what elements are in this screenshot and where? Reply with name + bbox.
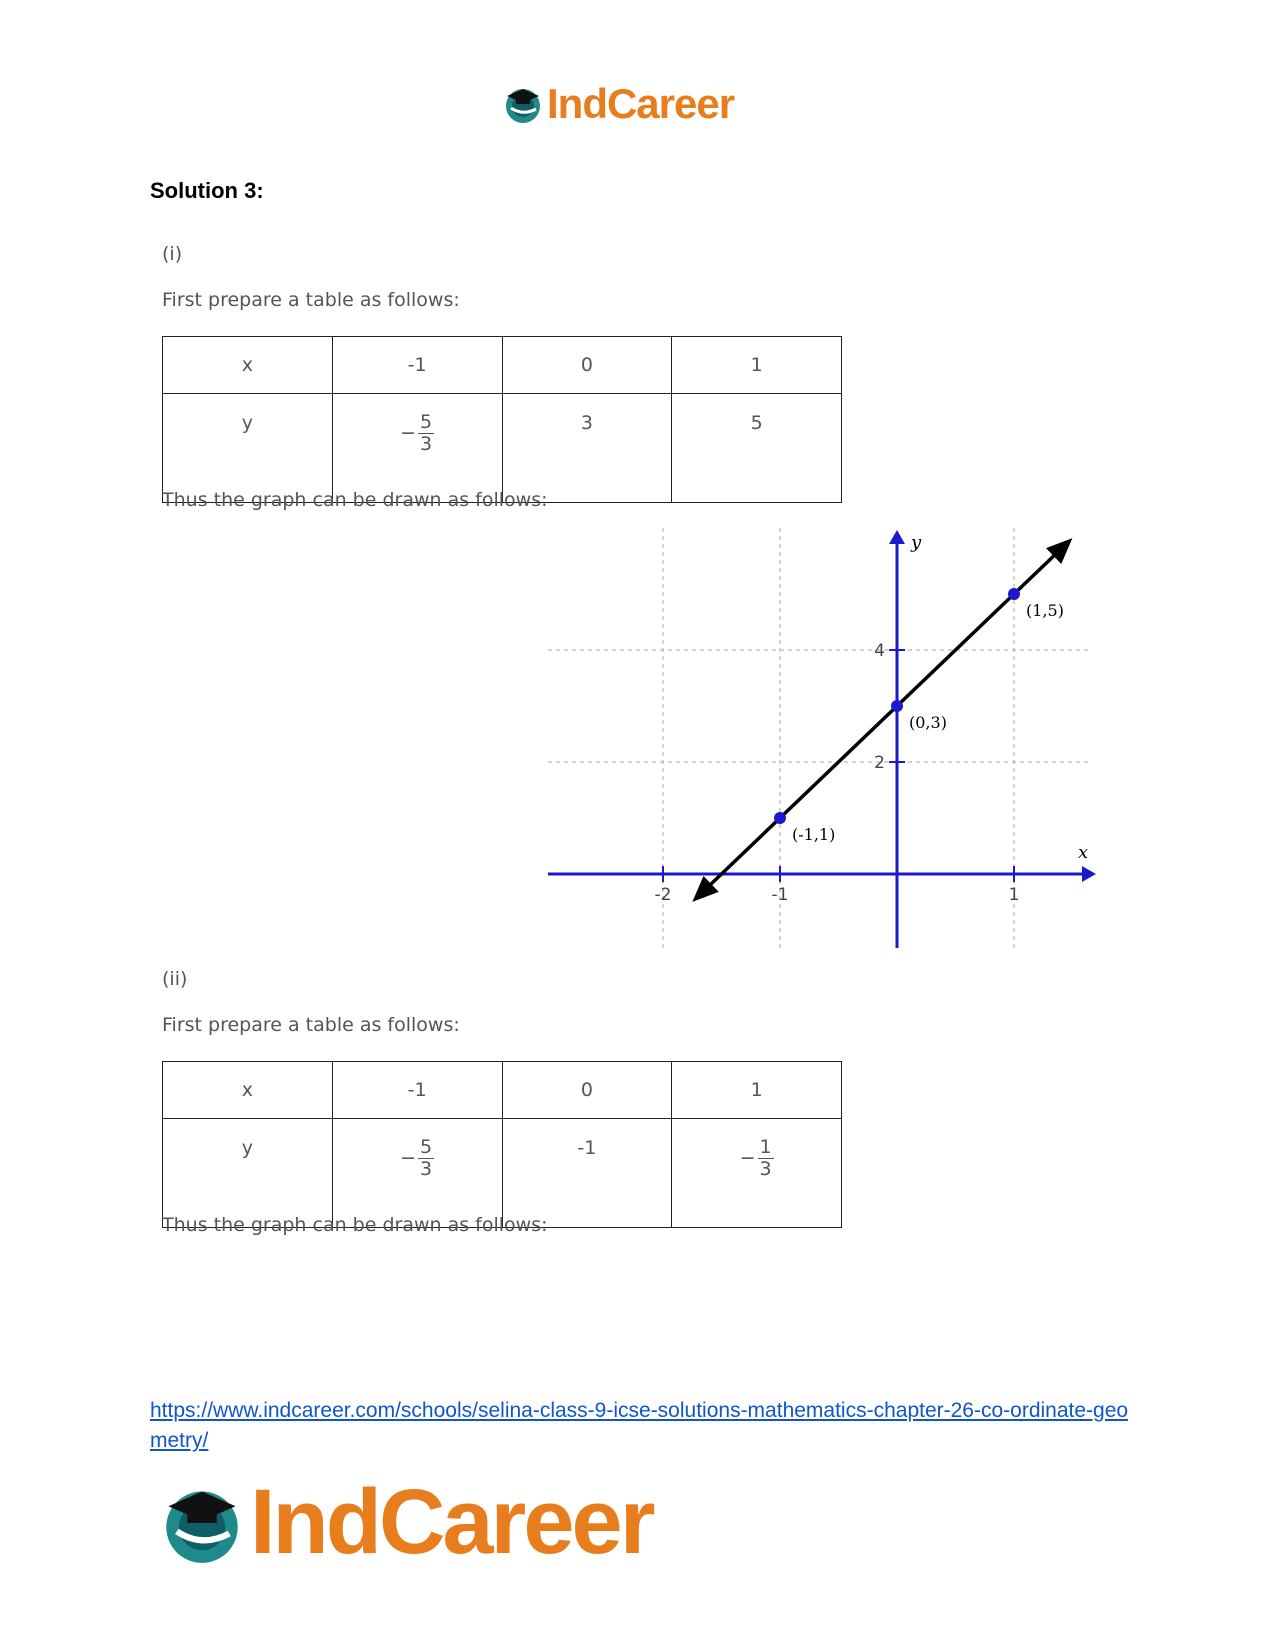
table-cell xyxy=(672,1119,842,1228)
fraction: − $\frac{5}{3}$ xyxy=(400,1136,433,1180)
y-tick-label: 2 xyxy=(874,753,885,773)
table-intro: First prepare a table as follows: xyxy=(162,289,460,311)
part-label: (i) xyxy=(162,243,183,265)
value-table xyxy=(162,336,842,503)
source-link[interactable]: https://www.indcareer.com/schools/selina-class-9-icse-solutions-mathematics-chapter-26-co-ordinate-geometry/ xyxy=(150,1399,1129,1452)
table-cell: -1 xyxy=(332,1062,502,1119)
data-point xyxy=(1008,588,1020,600)
table-row xyxy=(163,1062,842,1119)
table-header-cell: x xyxy=(163,1062,333,1119)
point-label: (1,5) xyxy=(1026,601,1064,620)
table-row xyxy=(163,1119,842,1228)
line-graph xyxy=(548,528,1098,948)
data-point xyxy=(891,700,903,712)
brand-name: IndCareer xyxy=(547,80,735,127)
fraction: − $\frac{1}{3}$ xyxy=(739,1136,772,1180)
indcareer-logo-bottom xyxy=(160,1470,653,1575)
x-tick-label: -1 xyxy=(771,885,789,905)
point-label: (0,3) xyxy=(909,713,947,732)
brand-name: IndCareer xyxy=(250,1471,653,1573)
table-header-cell: y xyxy=(163,394,333,503)
graduation-globe-icon xyxy=(503,84,543,124)
x-axis-label: x xyxy=(1078,842,1089,863)
graph-intro: Thus the graph can be drawn as follows: xyxy=(162,1214,548,1236)
table-cell: 1 xyxy=(672,337,842,394)
graduation-globe-icon xyxy=(160,1481,244,1565)
y-axis-arrow xyxy=(889,530,905,544)
x-tick-label: 1 xyxy=(1008,885,1020,905)
table-header-cell: x xyxy=(163,337,333,394)
table-header-cell: y xyxy=(163,1119,333,1228)
table-row xyxy=(163,394,842,503)
x-tick-label: -2 xyxy=(654,885,672,905)
part-label: (ii) xyxy=(162,968,188,990)
table-cell: -1 xyxy=(502,1119,672,1228)
table-row xyxy=(163,337,842,394)
table-cell xyxy=(332,394,502,503)
x-axis-arrow xyxy=(1082,866,1096,882)
table-intro: First prepare a table as follows: xyxy=(162,1014,460,1036)
table-cell: 5 xyxy=(672,394,842,503)
table-cell xyxy=(332,1119,502,1228)
table-cell: 0 xyxy=(502,1062,672,1119)
fraction: − $\frac{5}{3}$ xyxy=(400,411,433,455)
graph-intro: Thus the graph can be drawn as follows: xyxy=(162,489,548,511)
y-axis-label: y xyxy=(911,532,922,553)
solution-heading: Solution 3: xyxy=(150,178,264,203)
y-tick-label: 4 xyxy=(874,641,885,661)
table-cell: 0 xyxy=(502,337,672,394)
table-cell: 3 xyxy=(502,394,672,503)
indcareer-logo-top xyxy=(503,80,734,128)
point-label: (-1,1) xyxy=(792,825,836,844)
table-cell: 1 xyxy=(672,1062,842,1119)
data-point xyxy=(774,812,786,824)
value-table xyxy=(162,1061,842,1228)
table-cell: -1 xyxy=(332,337,502,394)
